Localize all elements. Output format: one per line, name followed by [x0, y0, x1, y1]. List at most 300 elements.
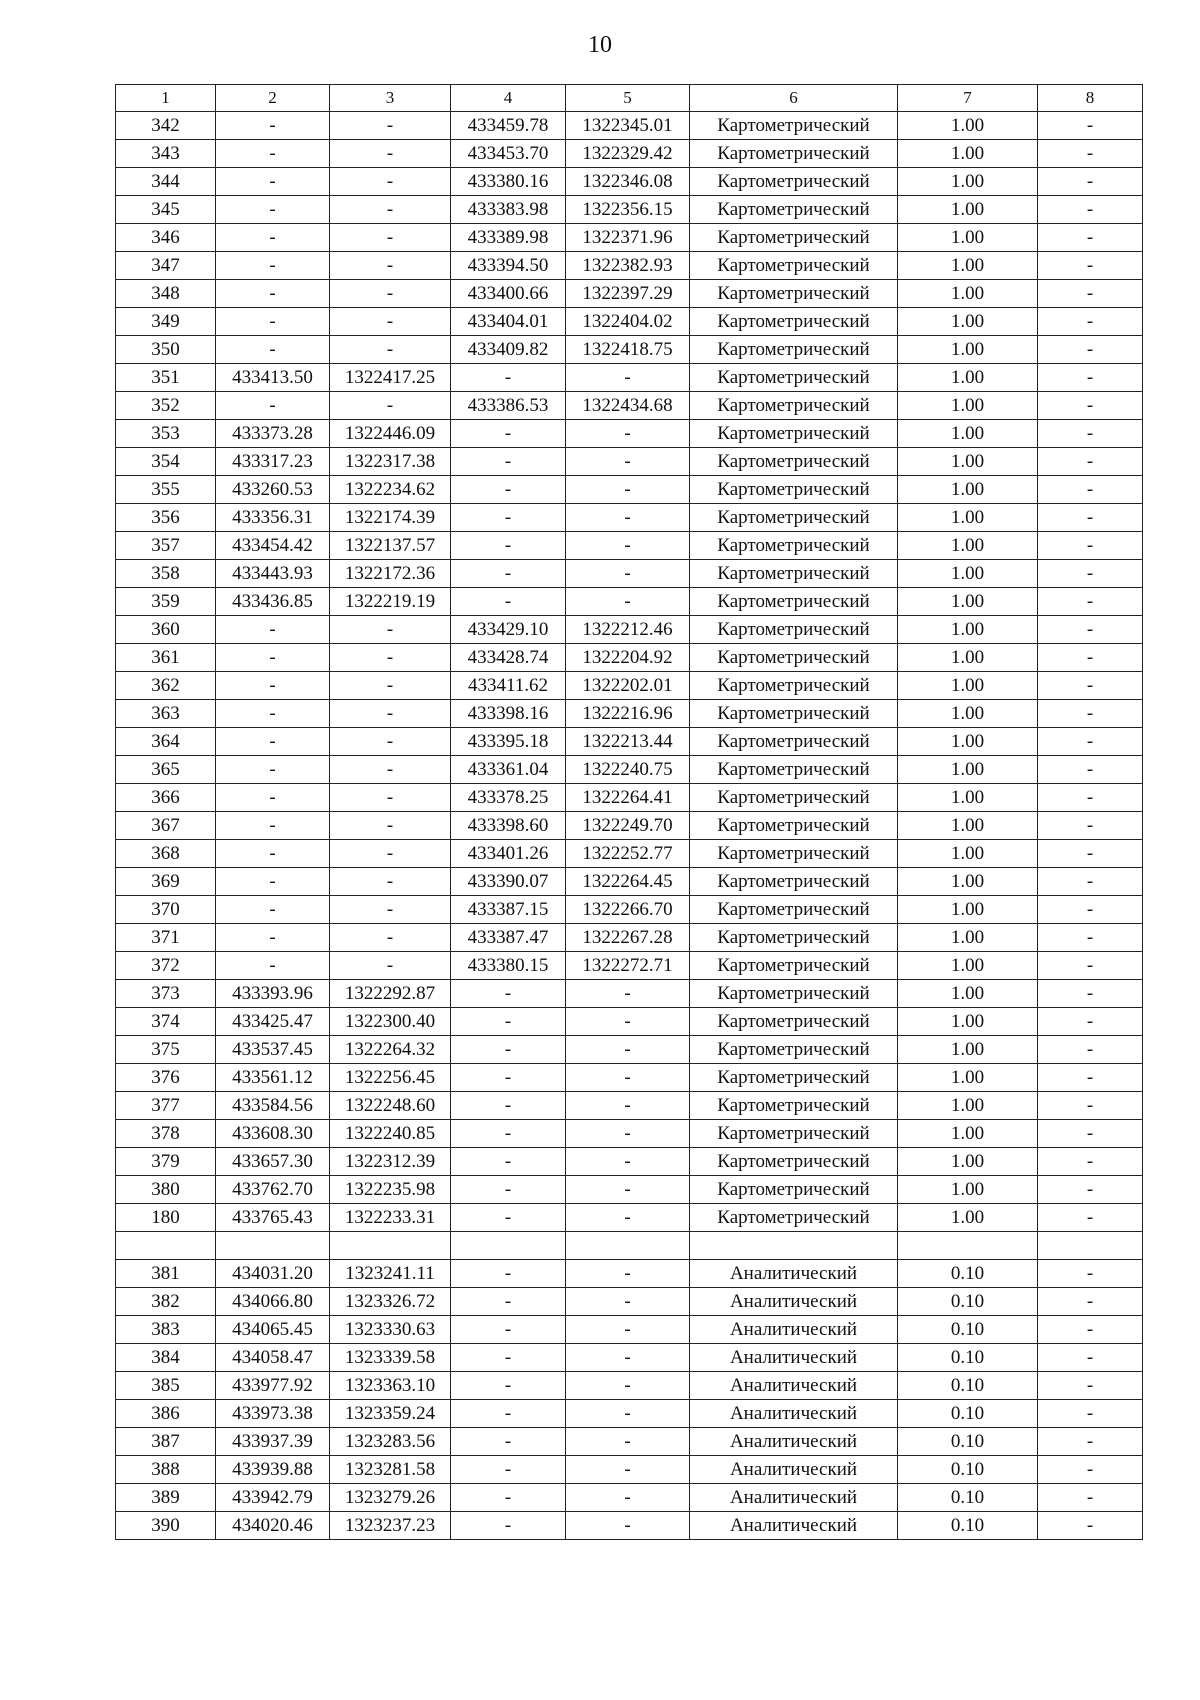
- table-cell: 1.00: [898, 1204, 1038, 1232]
- table-cell: 1322240.75: [566, 756, 690, 784]
- table-row: [116, 252, 1143, 280]
- table-cell: Картометрический: [690, 1176, 898, 1204]
- table-cell: Картометрический: [690, 952, 898, 980]
- table-cell: 434031.20: [216, 1260, 330, 1288]
- table-row: [116, 476, 1143, 504]
- table-cell: 344: [116, 168, 216, 196]
- table-cell: -: [216, 672, 330, 700]
- table-row: [116, 336, 1143, 364]
- table-cell: -: [1038, 364, 1143, 392]
- table-cell: 345: [116, 196, 216, 224]
- table-cell: -: [216, 700, 330, 728]
- table-cell: Картометрический: [690, 532, 898, 560]
- table-cell: 388: [116, 1456, 216, 1484]
- table-cell: 375: [116, 1036, 216, 1064]
- table-cell: 1322317.38: [330, 448, 451, 476]
- table-cell: Картометрический: [690, 784, 898, 812]
- table-cell: 1322202.01: [566, 672, 690, 700]
- table-cell: [690, 1232, 898, 1260]
- table-cell: Картометрический: [690, 252, 898, 280]
- table-cell: Аналитический: [690, 1456, 898, 1484]
- table-cell: -: [330, 392, 451, 420]
- table-cell: 359: [116, 588, 216, 616]
- table-row: [116, 812, 1143, 840]
- table-cell: 1.00: [898, 924, 1038, 952]
- table-cell: -: [330, 308, 451, 336]
- table-cell: -: [1038, 1456, 1143, 1484]
- table-cell: 433395.18: [451, 728, 566, 756]
- table-cell: 1322240.85: [330, 1120, 451, 1148]
- table-cell: -: [330, 924, 451, 952]
- table-cell: -: [330, 336, 451, 364]
- table-row: [116, 1092, 1143, 1120]
- table-cell: 1322446.09: [330, 420, 451, 448]
- table-cell: 433373.28: [216, 420, 330, 448]
- table-cell: -: [1038, 728, 1143, 756]
- table-cell: [216, 1232, 330, 1260]
- table-cell: 1322174.39: [330, 504, 451, 532]
- table-cell: -: [451, 448, 566, 476]
- table-cell: 1322346.08: [566, 168, 690, 196]
- table-cell: -: [216, 140, 330, 168]
- table-cell: 347: [116, 252, 216, 280]
- table-cell: -: [566, 1372, 690, 1400]
- table-cell: -: [330, 616, 451, 644]
- table-cell: -: [566, 1204, 690, 1232]
- table-cell: 1322434.68: [566, 392, 690, 420]
- table-cell: 1322264.45: [566, 868, 690, 896]
- table-cell: 367: [116, 812, 216, 840]
- table-cell: [1038, 1232, 1143, 1260]
- table-cell: 433409.82: [451, 336, 566, 364]
- table-row: [116, 308, 1143, 336]
- table-cell: 1.00: [898, 1148, 1038, 1176]
- table-cell: -: [1038, 1204, 1143, 1232]
- table-cell: -: [566, 1260, 690, 1288]
- table-cell: 365: [116, 756, 216, 784]
- table-cell: 433317.23: [216, 448, 330, 476]
- table-cell: [898, 1232, 1038, 1260]
- table-cell: -: [330, 644, 451, 672]
- table-cell: 433390.07: [451, 868, 566, 896]
- table-cell: 1.00: [898, 644, 1038, 672]
- table-cell: -: [216, 728, 330, 756]
- table-cell: -: [216, 896, 330, 924]
- table-cell: 1.00: [898, 448, 1038, 476]
- table-cell: 433260.53: [216, 476, 330, 504]
- table-cell: 355: [116, 476, 216, 504]
- table-cell: 360: [116, 616, 216, 644]
- column-header: 4: [451, 85, 566, 112]
- table-cell: Картометрический: [690, 364, 898, 392]
- table-cell: 433404.01: [451, 308, 566, 336]
- table-cell: 1.00: [898, 896, 1038, 924]
- table-cell: -: [330, 140, 451, 168]
- table-cell: 1323363.10: [330, 1372, 451, 1400]
- table-cell: -: [451, 560, 566, 588]
- table-cell: -: [566, 1400, 690, 1428]
- table-cell: Картометрический: [690, 560, 898, 588]
- table-cell: Картометрический: [690, 896, 898, 924]
- table-cell: Картометрический: [690, 924, 898, 952]
- table-row: [116, 896, 1143, 924]
- table-cell: -: [451, 1176, 566, 1204]
- table-cell: 373: [116, 980, 216, 1008]
- table-cell: -: [330, 784, 451, 812]
- table-cell: [330, 1232, 451, 1260]
- table-cell: 180: [116, 1204, 216, 1232]
- table-cell: Картометрический: [690, 336, 898, 364]
- table-cell: -: [1038, 336, 1143, 364]
- table-row: [116, 616, 1143, 644]
- table-cell: 433454.42: [216, 532, 330, 560]
- table-cell: -: [216, 924, 330, 952]
- table-cell: -: [1038, 196, 1143, 224]
- table-cell: -: [1038, 840, 1143, 868]
- table-cell: Картометрический: [690, 616, 898, 644]
- table-cell: 353: [116, 420, 216, 448]
- table-cell: Картометрический: [690, 700, 898, 728]
- table-cell: 1.00: [898, 616, 1038, 644]
- table-cell: -: [451, 1036, 566, 1064]
- table-cell: 433657.30: [216, 1148, 330, 1176]
- table-cell: -: [1038, 1148, 1143, 1176]
- table-cell: 1.00: [898, 504, 1038, 532]
- table-cell: 1322272.71: [566, 952, 690, 980]
- table-cell: 1.00: [898, 840, 1038, 868]
- column-header: 6: [690, 85, 898, 112]
- table-row: [116, 1260, 1143, 1288]
- table-cell: -: [451, 1512, 566, 1540]
- table-cell: 352: [116, 392, 216, 420]
- table-cell: Аналитический: [690, 1512, 898, 1540]
- table-cell: 378: [116, 1120, 216, 1148]
- table-cell: 384: [116, 1344, 216, 1372]
- table-cell: 0.10: [898, 1512, 1038, 1540]
- table-cell: 1.00: [898, 868, 1038, 896]
- table-cell: 358: [116, 560, 216, 588]
- table-cell: -: [216, 644, 330, 672]
- table-cell: 433393.96: [216, 980, 330, 1008]
- table-cell: 1.00: [898, 1176, 1038, 1204]
- table-cell: 1.00: [898, 1120, 1038, 1148]
- table-cell: 1.00: [898, 588, 1038, 616]
- table-cell: -: [1038, 308, 1143, 336]
- table-cell: -: [1038, 560, 1143, 588]
- table-cell: Картометрический: [690, 588, 898, 616]
- table-cell: -: [330, 224, 451, 252]
- table-cell: 434020.46: [216, 1512, 330, 1540]
- table-row: [116, 784, 1143, 812]
- table-cell: 1.00: [898, 1064, 1038, 1092]
- table-cell: 433584.56: [216, 1092, 330, 1120]
- table-cell: -: [1038, 784, 1143, 812]
- table-cell: 374: [116, 1008, 216, 1036]
- table-cell: -: [216, 840, 330, 868]
- table-cell: 1323279.26: [330, 1484, 451, 1512]
- table-cell: -: [451, 1400, 566, 1428]
- table-cell: -: [1038, 644, 1143, 672]
- table-cell: 1322172.36: [330, 560, 451, 588]
- table-cell: -: [1038, 952, 1143, 980]
- table-cell: Аналитический: [690, 1372, 898, 1400]
- table-cell: -: [566, 588, 690, 616]
- table-cell: -: [451, 1484, 566, 1512]
- table-cell: Картометрический: [690, 1036, 898, 1064]
- table-cell: -: [1038, 224, 1143, 252]
- table-cell: -: [216, 756, 330, 784]
- table-cell: 433537.45: [216, 1036, 330, 1064]
- table-cell: 434066.80: [216, 1288, 330, 1316]
- table-cell: 390: [116, 1512, 216, 1540]
- table-cell: 1322216.96: [566, 700, 690, 728]
- table-cell: -: [330, 896, 451, 924]
- table-cell: -: [216, 224, 330, 252]
- table-cell: -: [451, 980, 566, 1008]
- table-cell: Аналитический: [690, 1260, 898, 1288]
- table-cell: 433356.31: [216, 504, 330, 532]
- table-cell: -: [566, 476, 690, 504]
- table-cell: -: [330, 868, 451, 896]
- table-cell: -: [1038, 980, 1143, 1008]
- table-cell: 371: [116, 924, 216, 952]
- table-cell: 0.10: [898, 1372, 1038, 1400]
- table-cell: -: [1038, 1344, 1143, 1372]
- table-cell: 0.10: [898, 1316, 1038, 1344]
- table-cell: -: [216, 952, 330, 980]
- table-cell: -: [330, 840, 451, 868]
- table-cell: 1.00: [898, 1036, 1038, 1064]
- table-cell: 1323241.11: [330, 1260, 451, 1288]
- table-cell: 1.00: [898, 392, 1038, 420]
- table-cell: 433436.85: [216, 588, 330, 616]
- table-cell: -: [451, 1344, 566, 1372]
- table-cell: 380: [116, 1176, 216, 1204]
- table-cell: -: [1038, 616, 1143, 644]
- table-row: [116, 840, 1143, 868]
- table-cell: 385: [116, 1372, 216, 1400]
- table-cell: Картометрический: [690, 280, 898, 308]
- table-cell: -: [1038, 1008, 1143, 1036]
- table-row: [116, 952, 1143, 980]
- table-cell: 1.00: [898, 252, 1038, 280]
- table-row: [116, 1120, 1143, 1148]
- table-cell: Картометрический: [690, 840, 898, 868]
- table-cell: 1322356.15: [566, 196, 690, 224]
- table-cell: 349: [116, 308, 216, 336]
- table-cell: 1323326.72: [330, 1288, 451, 1316]
- table-cell: -: [451, 1316, 566, 1344]
- table-cell: 433394.50: [451, 252, 566, 280]
- table-cell: 433383.98: [451, 196, 566, 224]
- table-row: [116, 112, 1143, 140]
- table-cell: 433378.25: [451, 784, 566, 812]
- table-row: [116, 1064, 1143, 1092]
- table-row: [116, 1316, 1143, 1344]
- table-cell: Картометрический: [690, 644, 898, 672]
- column-header: 8: [1038, 85, 1143, 112]
- table-cell: Картометрический: [690, 812, 898, 840]
- table-cell: 376: [116, 1064, 216, 1092]
- table-cell: -: [330, 112, 451, 140]
- table-cell: -: [451, 1456, 566, 1484]
- table-cell: 1.00: [898, 476, 1038, 504]
- table-cell: 433389.98: [451, 224, 566, 252]
- table-cell: -: [1038, 1092, 1143, 1120]
- table-cell: 433380.16: [451, 168, 566, 196]
- table-cell: 1.00: [898, 756, 1038, 784]
- table-cell: -: [330, 756, 451, 784]
- table-cell: 1.00: [898, 728, 1038, 756]
- table-cell: 1322418.75: [566, 336, 690, 364]
- table-cell: 383: [116, 1316, 216, 1344]
- table-cell: -: [1038, 1288, 1143, 1316]
- table-cell: -: [566, 980, 690, 1008]
- table-cell: Картометрический: [690, 224, 898, 252]
- table-row: [116, 1176, 1143, 1204]
- table-cell: -: [1038, 392, 1143, 420]
- table-cell: 433561.12: [216, 1064, 330, 1092]
- table-row: [116, 588, 1143, 616]
- table-cell: 1.00: [898, 364, 1038, 392]
- table-cell: 433425.47: [216, 1008, 330, 1036]
- table-cell: 433387.15: [451, 896, 566, 924]
- table-cell: -: [330, 252, 451, 280]
- table-cell: 0.10: [898, 1344, 1038, 1372]
- table-cell: 1.00: [898, 672, 1038, 700]
- table-cell: 370: [116, 896, 216, 924]
- table-cell: -: [451, 1064, 566, 1092]
- table-cell: 368: [116, 840, 216, 868]
- table-row: [116, 1036, 1143, 1064]
- table-row: [116, 1456, 1143, 1484]
- table-cell: -: [451, 1092, 566, 1120]
- table-cell: -: [1038, 112, 1143, 140]
- table-cell: -: [1038, 1512, 1143, 1540]
- table-cell: 1.00: [898, 420, 1038, 448]
- table-cell: 433411.62: [451, 672, 566, 700]
- table-cell: 433413.50: [216, 364, 330, 392]
- table-cell: 1322312.39: [330, 1148, 451, 1176]
- table-cell: -: [451, 1204, 566, 1232]
- table-cell: -: [1038, 140, 1143, 168]
- table-cell: 433398.60: [451, 812, 566, 840]
- table-row: [116, 1148, 1143, 1176]
- table-cell: 433608.30: [216, 1120, 330, 1148]
- table-cell: 1.00: [898, 112, 1038, 140]
- table-cell: 1.00: [898, 980, 1038, 1008]
- table-row: [116, 504, 1143, 532]
- table-cell: Аналитический: [690, 1288, 898, 1316]
- table-cell: 366: [116, 784, 216, 812]
- table-cell: -: [1038, 1400, 1143, 1428]
- table-cell: 0.10: [898, 1288, 1038, 1316]
- table-cell: 351: [116, 364, 216, 392]
- table-cell: 1.00: [898, 308, 1038, 336]
- table-cell: 1322233.31: [330, 1204, 451, 1232]
- table-cell: -: [216, 252, 330, 280]
- table-cell: -: [1038, 532, 1143, 560]
- table-cell: Картометрический: [690, 420, 898, 448]
- table-cell: 1322264.32: [330, 1036, 451, 1064]
- table-cell: -: [566, 364, 690, 392]
- table-cell: Картометрический: [690, 980, 898, 1008]
- table-cell: 1322404.02: [566, 308, 690, 336]
- table-cell: 379: [116, 1148, 216, 1176]
- table-cell: 1323339.58: [330, 1344, 451, 1372]
- table-row: [116, 1428, 1143, 1456]
- table-cell: -: [1038, 588, 1143, 616]
- table-cell: -: [566, 1120, 690, 1148]
- table-cell: 1322382.93: [566, 252, 690, 280]
- table-cell: 350: [116, 336, 216, 364]
- table-cell: -: [330, 280, 451, 308]
- table-cell: 363: [116, 700, 216, 728]
- page-number: 10: [588, 32, 612, 58]
- table-cell: 434058.47: [216, 1344, 330, 1372]
- table-cell: -: [451, 1428, 566, 1456]
- table-cell: 1.00: [898, 1008, 1038, 1036]
- table-row: [116, 280, 1143, 308]
- column-header: 2: [216, 85, 330, 112]
- table-cell: Картометрический: [690, 476, 898, 504]
- table-cell: -: [1038, 812, 1143, 840]
- table-cell: 1322292.87: [330, 980, 451, 1008]
- table-cell: -: [566, 1344, 690, 1372]
- table-cell: 1322204.92: [566, 644, 690, 672]
- table-cell: Картометрический: [690, 1148, 898, 1176]
- table-cell: -: [1038, 868, 1143, 896]
- table-cell: 433428.74: [451, 644, 566, 672]
- table-cell: -: [216, 196, 330, 224]
- table-cell: -: [451, 1148, 566, 1176]
- table-cell: -: [216, 336, 330, 364]
- table-cell: 433977.92: [216, 1372, 330, 1400]
- table-cell: Картометрический: [690, 504, 898, 532]
- table-row: [116, 168, 1143, 196]
- table-row: [116, 644, 1143, 672]
- table-cell: 433400.66: [451, 280, 566, 308]
- table-cell: -: [1038, 1064, 1143, 1092]
- table-cell: -: [566, 504, 690, 532]
- table-cell: -: [566, 1036, 690, 1064]
- table-cell: 1323359.24: [330, 1400, 451, 1428]
- table-row: [116, 420, 1143, 448]
- table-row: [116, 980, 1143, 1008]
- table-cell: -: [566, 1316, 690, 1344]
- table-cell: -: [1038, 476, 1143, 504]
- table-row: [116, 924, 1143, 952]
- table-cell: 0.10: [898, 1456, 1038, 1484]
- table-cell: -: [566, 1064, 690, 1092]
- table-cell: -: [451, 364, 566, 392]
- table-cell: Картометрический: [690, 672, 898, 700]
- table-row: [116, 224, 1143, 252]
- table-cell: -: [330, 700, 451, 728]
- table-cell: 434065.45: [216, 1316, 330, 1344]
- table-cell: -: [216, 392, 330, 420]
- table-cell: -: [216, 280, 330, 308]
- table-row: [116, 1484, 1143, 1512]
- table-cell: [451, 1232, 566, 1260]
- table-cell: 433939.88: [216, 1456, 330, 1484]
- table-cell: 433361.04: [451, 756, 566, 784]
- table-cell: 1.00: [898, 168, 1038, 196]
- table-cell: -: [451, 476, 566, 504]
- table-row: [116, 392, 1143, 420]
- table-cell: 362: [116, 672, 216, 700]
- table-cell: Картометрический: [690, 392, 898, 420]
